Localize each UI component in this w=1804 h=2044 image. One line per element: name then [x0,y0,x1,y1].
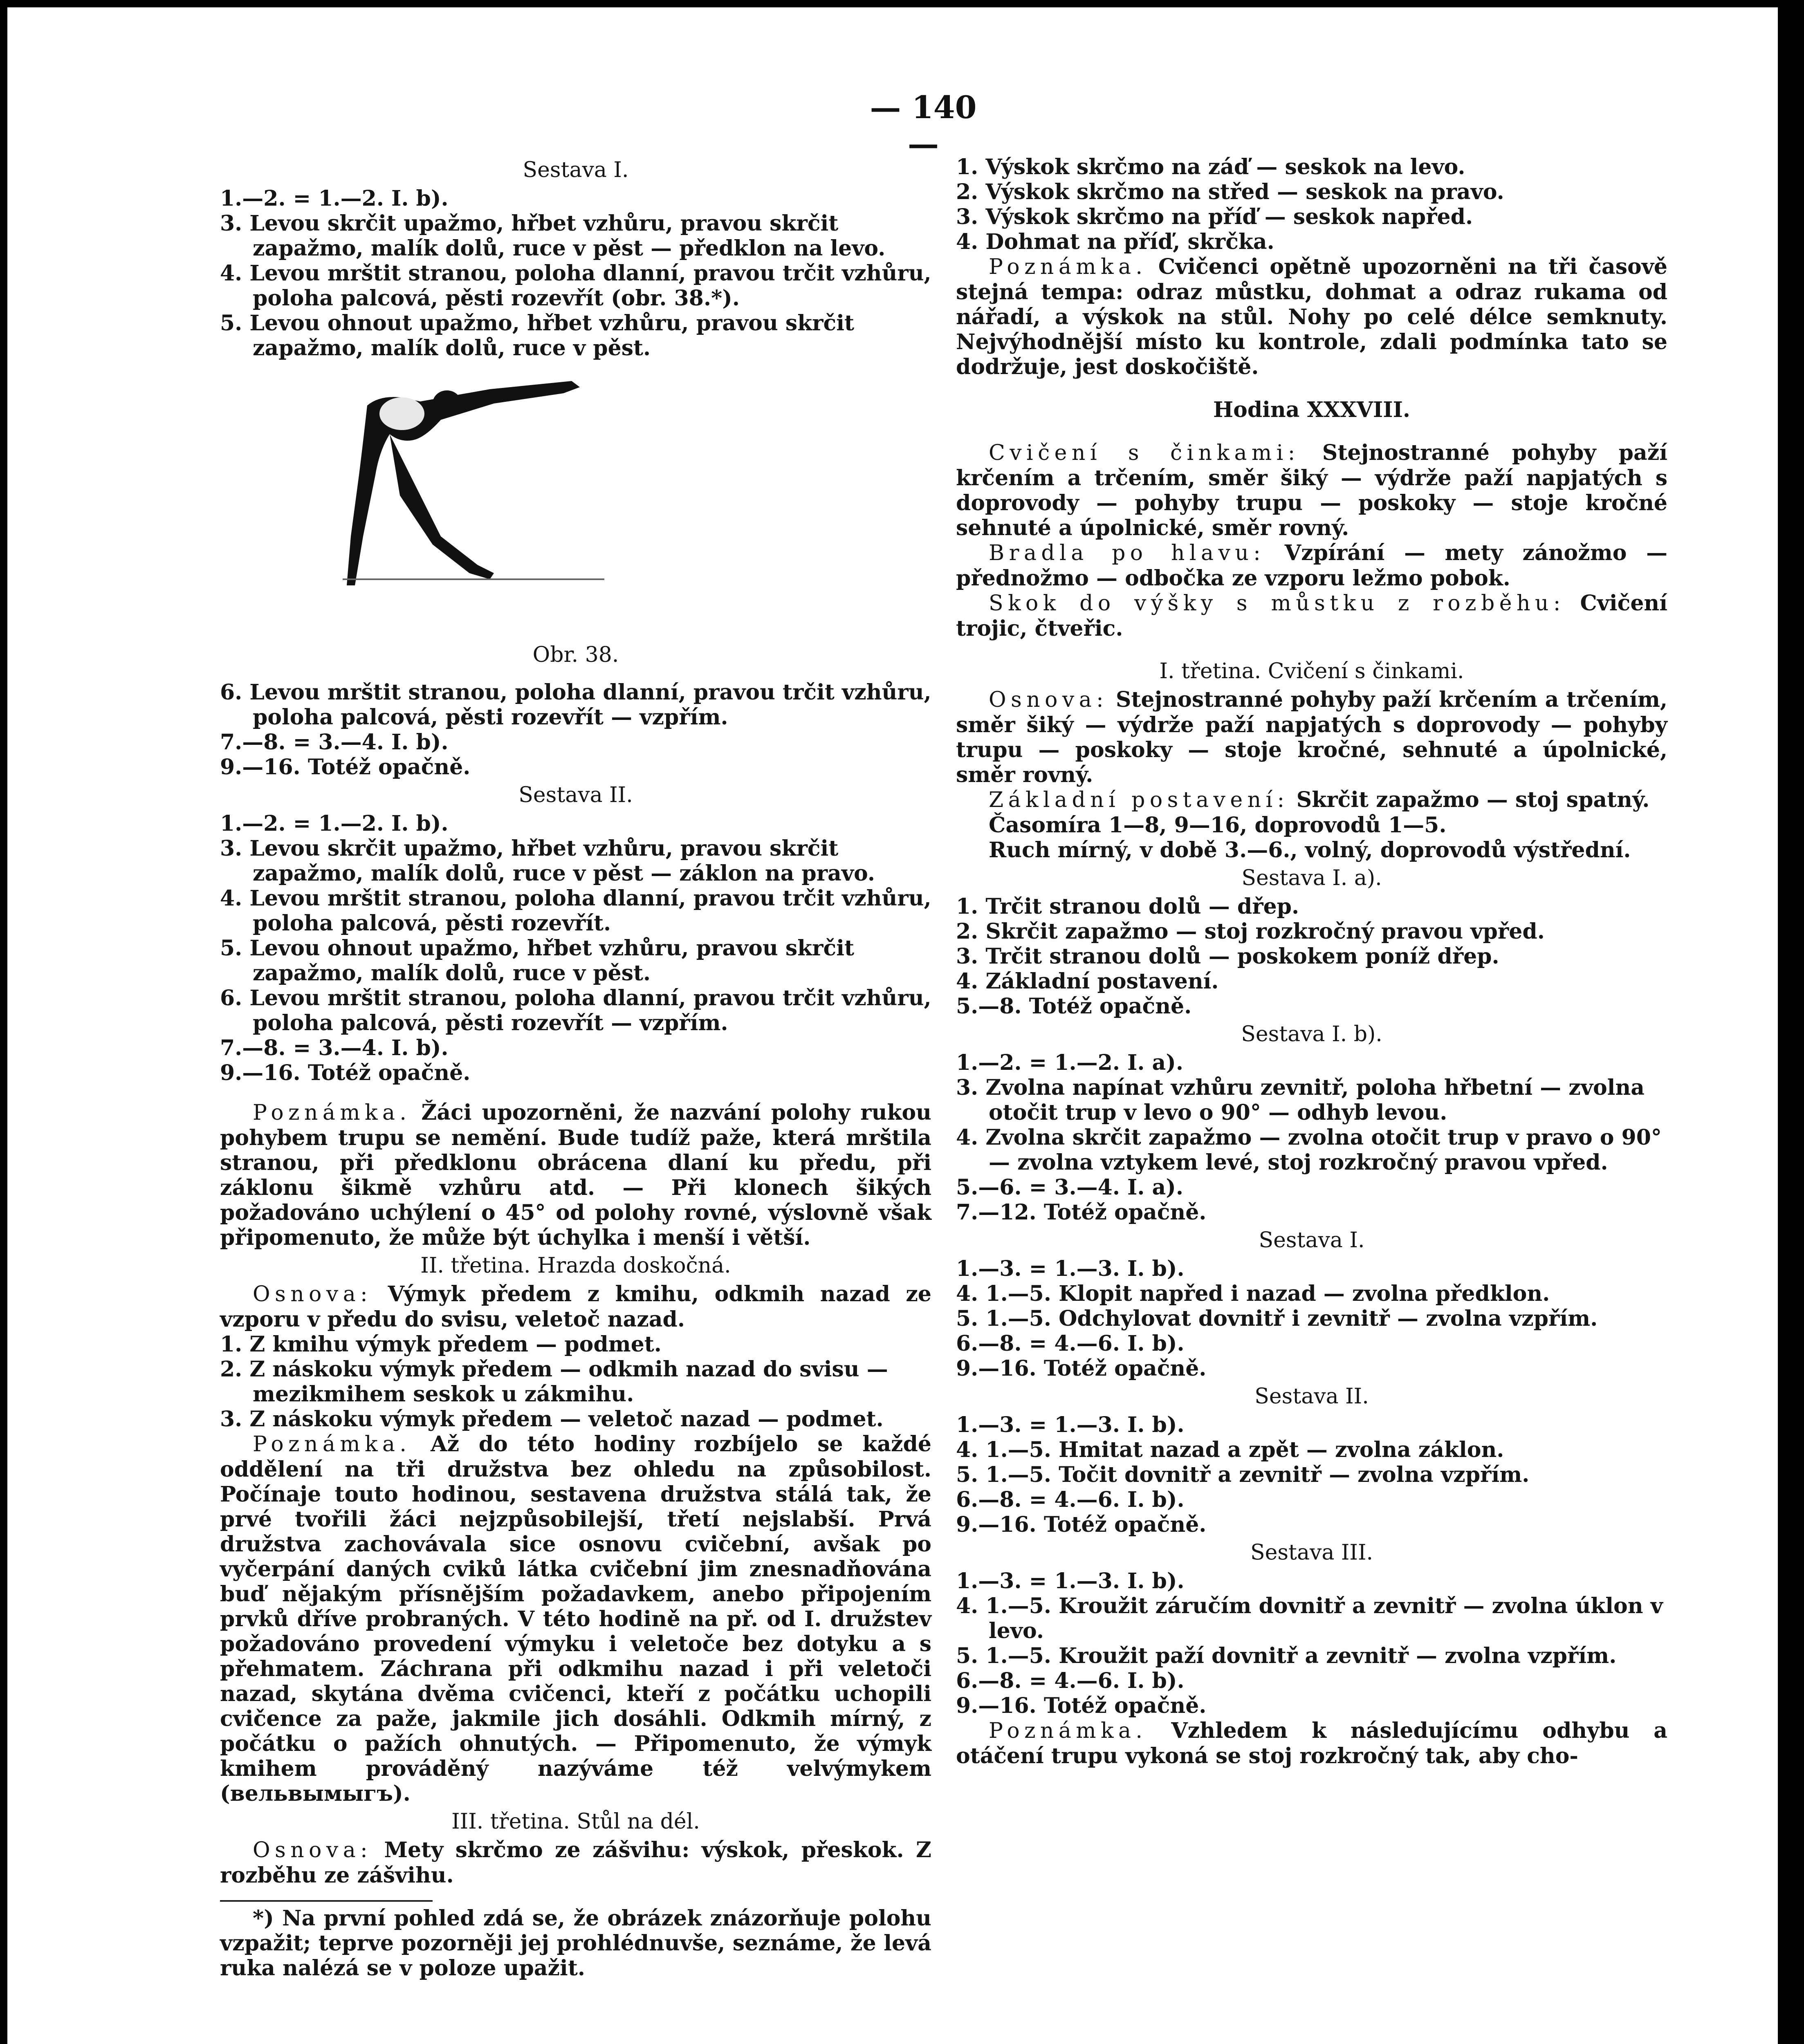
section-title: Sestava III. [1250,1540,1373,1565]
basic-position-text: Skrčit zapažmo — stoj spatný. [1296,787,1650,812]
lesson-title: Hodina XXXVIII. [1213,397,1410,422]
osnova-text: Stejnostranné pohyby paží krčením a trčením, směr šiký — výdrže paží napjatých s doprovody — pohyby trupu — poskoky — stoje kročné, sehnuté a úpolnické, směr rovný. [956,687,1667,787]
exercise-line: 2. Skrčit zapažmo — stoj rozkročný pravou vpřed. [956,919,1545,944]
tempo: Ruch mírný, v době 3.—6., volný, doprovodů výstřední. [989,838,1631,863]
exercise-line: 9.—16. Totéž opačně. [956,1512,1207,1537]
lesson-item [956,440,1667,540]
exercise-line: 5. 1.—5. Kroužit paží dovnitř a zevnitř — zvolna vzpřím. [956,1643,1617,1668]
osnova-paragraph [220,1282,931,1332]
note-label: Poznámka. [989,1719,1147,1743]
section-title: I. třetina. Cvičení s činkami. [1159,659,1464,684]
basic-position [956,787,1667,813]
exercise-line: 7.—8. = 3.—4. I. b). [220,1035,449,1060]
figure-caption: Obr. 38. [532,643,619,667]
exercise-line: 5.—6. = 3.—4. I. a). [956,1175,1183,1200]
section-title: Sestava I. b). [1241,1022,1382,1047]
footnote-rule [220,1900,433,1902]
left-column [220,155,931,1981]
exercise-line: 1.—2. = 1.—2. I. b). [220,811,449,836]
exercise-line: 6. Levou mrštit stranou, poloha dlanní, pravou trčit vzhůru, poloha palcová, pěsti rozevřít — vzpřím. [220,986,931,1035]
item-text: Stejnostranné pohyby paží krčením a trčením, směr šiký — výdrže paží napjatých s doprovody — pohyby trupu — poskoky — stoje kročné sehnuté a úpolnické, směr rovný. [956,440,1668,540]
section-title: Sestava I. a). [1241,866,1382,890]
timing: Časomíra 1—8, 9—16, doprovodů 1—5. [989,813,1447,838]
note-label: Poznámka. [253,1432,411,1457]
exercise-line: 9.—16. Totéž opačně. [956,1356,1207,1381]
exercise-line: 6.—8. = 4.—6. I. b). [956,1487,1185,1512]
exercise-line: 1.—2. = 1.—2. I. a). [956,1050,1183,1075]
osnova-label: Osnova: [253,1838,372,1862]
exercise-line: 4. Levou mrštit stranou, poloha dlanní, pravou trčit vzhůru, poloha palcová, pěsti rozevřít. [220,886,931,936]
gymnast-illustration [318,373,604,602]
exercise-line: 2. Výskok skrčmo na střed — seskok na pravo. [956,179,1504,204]
note-paragraph [956,1718,1667,1768]
note-paragraph [220,1432,931,1806]
exercise-line: 3. Zvolna napínat vzhůru zevnitř, poloha hřbetní — zvolna otočit trup v levo o 90° — odhyb levou. [956,1075,1645,1125]
exercise-line: 7.—12. Totéž opačně. [956,1200,1207,1225]
exercise-line: 4. 1.—5. Klopit napřed i nazad — zvolna předklon. [956,1281,1550,1306]
item-text: Vzpírání — mety zánožmo — přednožmo — odbočka ze vzporu ležmo pobok. [956,540,1668,591]
note-paragraph [956,254,1667,379]
lesson-item [956,540,1667,591]
lesson-item [956,591,1667,641]
exercise-line: 3. Výskok skrčmo na příď — seskok napřed. [956,204,1473,229]
exercise-line: 6.—8. = 4.—6. I. b). [956,1331,1185,1356]
item-label: Bradla po hlavu: [989,541,1265,565]
note-label: Poznámka. [989,255,1147,279]
exercise-line: 9.—16. Totéž opačně. [956,1693,1207,1718]
page-number: — 140 — [870,89,977,162]
figure-38 [220,373,931,634]
exercise-line: 4. Dohmat na příď, skrčka. [956,229,1274,254]
exercise-line: 1.—2. = 1.—2. I. b). [220,186,449,211]
exercise-line: 1.—3. = 1.—3. I. b). [956,1569,1185,1594]
basic-position-label: Základní postavení: [989,788,1289,812]
item-text: Cvičení trojic, čtveřic. [956,591,1667,641]
exercise-line: 3. Levou skrčit upažmo, hřbet vzhůru, pravou skrčit zapažmo, malík dolů, ruce v pěst — předklon na levo. [220,211,886,261]
note-paragraph [220,1100,931,1250]
exercise-line: 1. Trčit stranou dolů — dřep. [956,894,1299,919]
exercise-line: 6. Levou mrštit stranou, poloha dlanní, pravou trčit vzhůru, poloha palcová, pěsti rozevřít — vzpřím. [220,680,931,730]
exercise-line: 4. 1.—5. Kroužit záručím dovnitř a zevnitř — zvolna úklon v levo. [956,1594,1663,1643]
exercise-line: 4. Levou mrštit stranou, poloha dlanní, pravou trčit vzhůru, poloha palcová, pěsti rozevřít (obr. 38.*). [220,261,931,311]
exercise-line: 3. Trčit stranou dolů — poskokem poníž dřep. [956,944,1499,969]
right-column [956,155,1667,1768]
note-text: Až do této hodiny rozbíjelo se každé oddělení na tři družstva bez ohledu na způsobilost. Počínaje touto hodinou, sestavena družstva stálá tak, že prvé tvořili žáci nejzpůsobilejší, třetí nejslabší. Prvá družstva zachovávala sice osnovu cvičební, avšak po vyčerpání daných cviků látka cvičební jim znesnadňována buď nějakým přísnějším požadavkem, anebo připojením prvků dříve probraných. V této hodině na př. od I. družstev požadováno provedení výmyku i veletoče bez dotyku a s přehmatem. Záchrana při odkmihu nazad i při veletoči nazad, skytána dvěma cvičenci, kteří z počátku uchopili cvičence za paže, jakmile jich dosáhli. Odkmih mírný, z počátku o pažích ohnutých. — Připomenuto, že výmyk kmihem prováděný nazýváme též velvýmykem (вельвымыгъ). [220,1432,931,1806]
item-label: Cvičení s činkami: [989,441,1300,465]
exercise-line: 5. Levou ohnout upažmo, hřbet vzhůru, pravou skrčit zapažmo, malík dolů, ruce v pěst. [220,311,854,361]
exercise-line: 9.—16. Totéž opačně. [220,1060,471,1085]
exercise-line: 4. 1.—5. Hmitat nazad a zpět — zvolna záklon. [956,1437,1504,1462]
note-label: Poznámka. [253,1100,411,1125]
section-title: Sestava II. [518,783,633,807]
exercise-line: 3. Levou skrčit upažmo, hřbet vzhůru, pravou skrčit zapažmo, malík dolů, ruce v pěst — záklon na pravo. [220,836,875,886]
exercise-line: 3. Z náskoku výmyk předem — veletoč nazad — podmet. [220,1407,884,1432]
item-label: Skok do výšky s můstku z rozběhu: [989,591,1565,616]
exercise-line: 2. Z náskoku výmyk předem — odkmih nazad do svisu — mezikmihem seskok u zákmihu. [220,1357,888,1407]
osnova-text: Mety skrčmo ze zášvihu: výskok, přeskok. Z rozběhu ze zášvihu. [220,1838,931,1888]
exercise-line: 5. 1.—5. Odchylovat dovnitř i zevnitř — zvolna vzpřím. [956,1306,1598,1331]
exercise-line: 7.—8. = 3.—4. I. b). [220,730,449,755]
osnova-paragraph [956,687,1667,787]
note-text: Vzhledem k následujícímu odhybu a otáčení trupu vykoná se stoj rozkročný tak, aby cho- [956,1718,1667,1768]
exercise-line: 1. Výskok skrčmo na záď — seskok na levo. [956,155,1465,179]
section-title: Sestava I. [523,158,629,182]
section-title: Sestava II. [1254,1384,1369,1409]
osnova-label: Osnova: [253,1282,372,1307]
note-text: Žáci upozorněni, že nazvání polohy rukou pohybem trupu se nemění. Bude tudíž paže, která mrštila stranou, při předklonu obrácena dlaní ku předu, při záklonu šikmě vzhůru atd. — Při klonech šikých požadováno uchýlení o 45° od polohy rovné, výslovně však připomenuto, že může být úchylka i menší i větší. [220,1100,931,1250]
osnova-paragraph [220,1838,931,1888]
paper-sheet [7,7,1778,2044]
exercise-line: 1. Z kmihu výmyk předem — podmet. [220,1332,662,1357]
footnote: *) Na první pohled zdá se, že obrázek znázorňuje polohu vzpažit; teprve pozorněji jej prohlédnuvše, seznáme, že levá ruka nalézá se v poloze upažit. [220,1906,931,1981]
exercise-line: 6.—8. = 4.—6. I. b). [956,1668,1185,1693]
exercise-line: 4. Základní postavení. [956,969,1219,994]
exercise-line: 1.—3. = 1.—3. I. b). [956,1256,1185,1281]
osnova-text: Výmyk předem z kmihu, odkmih nazad ze vzporu v předu do svisu, veletoč nazad. [220,1282,931,1332]
exercise-line: 1.—3. = 1.—3. I. b). [956,1412,1185,1437]
exercise-line: 5.—8. Totéž opačně. [956,994,1192,1019]
exercise-line: 4. Zvolna skrčit zapažmo — zvolna otočit trup v pravo o 90° — zvolna vztykem levé, stoj rozkročný pravou vpřed. [956,1125,1662,1175]
exercise-line: 5. Levou ohnout upažmo, hřbet vzhůru, pravou skrčit zapažmo, malík dolů, ruce v pěst. [220,936,854,986]
section-title: III. třetina. Stůl na dél. [451,1809,700,1834]
exercise-line: 5. 1.—5. Točit dovnitř a zevnitř — zvolna vzpřím. [956,1462,1530,1487]
exercise-line: 9.—16. Totéž opačně. [220,755,471,780]
section-title: Sestava I. [1259,1228,1365,1253]
section-title: II. třetina. Hrazda doskočná. [420,1253,731,1278]
osnova-label: Osnova: [989,688,1108,712]
note-text: Cvičenci opětně upozorněni na tři časově stejná tempa: odraz můstku, dohmat a odraz rukama od nářadí, a výskok na stůl. Nohy po celé délce semknuty. Nejvýhodnější místo ku kontrole, zdali podmínka tato se dodržuje, jest doskočiště. [956,254,1667,379]
